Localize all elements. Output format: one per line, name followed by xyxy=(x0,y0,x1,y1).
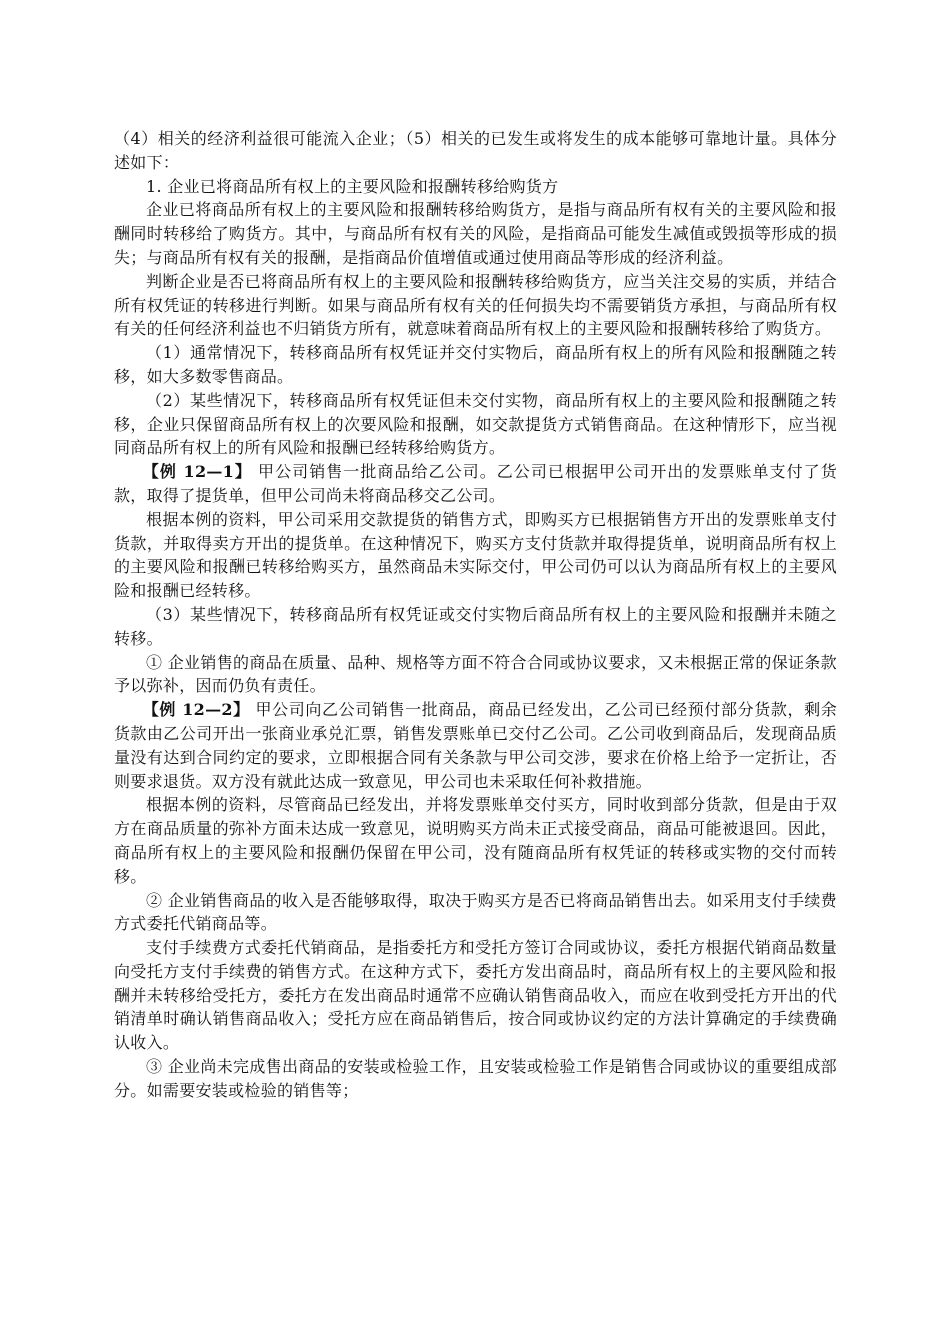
example-12-2 xyxy=(114,698,837,793)
paragraph-item-2: ② 企业销售商品的收入是否能够取得，取决于购买方是否已将商品销售出去。如采用支付手续费方式委托代销商品等。 xyxy=(114,890,837,934)
paragraph-example-1-analysis: 根据本例的资料，甲公司采用交款提货的销售方式，即购买方已根据销售方开出的发票账单支付货款，并取得卖方开出的提货单。在这种情况下，购买方支付货款并取得提货单，说明商品所有权上的主要风险和报酬已转移给购买方，虽然商品未实际交付，甲公司仍可以认为商品所有权上的主要风险和报酬已经转移。 xyxy=(114,509,837,601)
paragraph-risk-definition: 企业已将商品所有权上的主要风险和报酬转移给购货方，是指与商品所有权有关的主要风险和报酬同时转移给了购货方。其中，与商品所有权有关的风险，是指商品可能发生减值或毁损等形成的损失；与商品所有权有关的报酬，是指商品价值增值或通过使用商品等形成的经济利益。 xyxy=(114,200,837,267)
example-title: 【例 12—1】 xyxy=(142,462,252,482)
section-heading-1: 1. 企业已将商品所有权上的主要风险和报酬转移给购货方 xyxy=(146,176,559,196)
example-text: 甲公司销售一批商品给乙公司。乙公司已根据甲公司开出的发票账单支付了货款，取得了提货单，但甲公司尚未将商品移交乙公司。 xyxy=(114,462,837,505)
paragraph-case-1: （1）通常情况下，转移商品所有权凭证并交付实物后，商品所有权上的所有风险和报酬随之转移，如大多数零售商品。 xyxy=(114,343,837,386)
paragraph-item-1: ① 企业销售的商品在质量、品种、规格等方面不符合合同或协议要求，又未根据正常的保证条款予以弥补，因而仍负有责任。 xyxy=(114,652,837,696)
document-page xyxy=(114,127,837,1103)
example-12-1 xyxy=(114,460,837,508)
paragraph-example-2-analysis: 根据本例的资料，尽管商品已经发出，并将发票账单交付买方，同时收到部分货款，但是由于双方在商品质量的弥补方面未达成一致意见，说明购买方尚未正式接受商品，商品可能被退回。因此，商品所有权上的主要风险和报酬仍保留在甲公司，没有随商品所有权凭证的转移或实物的交付而转移。 xyxy=(114,795,837,886)
paragraph-conditions: （4）相关的经济利益很可能流入企业；（5）相关的已发生或将发生的成本能够可靠地计量。具体分述如下： xyxy=(114,129,837,172)
example-title: 【例 12—2】 xyxy=(142,700,250,720)
paragraph-case-2: （2）某些情况下，转移商品所有权凭证但未交付实物，商品所有权上的主要风险和报酬随之转移，企业只保留商品所有权上的次要风险和报酬，如交款提货方式销售商品。在这种情形下，应当视同商品所有权上的所有风险和报酬已经转移给购货方。 xyxy=(114,390,837,458)
paragraph-item-3: ③ 企业尚未完成售出商品的安装或检验工作，且安装或检验工作是销售合同或协议的重要组成部分。如需要安装或检验的销售等； xyxy=(114,1057,837,1100)
example-text: 甲公司向乙公司销售一批商品，商品已经发出，乙公司已经预付部分货款，剩余货款由乙公司开出一张商业承兑汇票，销售发票账单已交付乙公司。乙公司收到商品后，发现商品质量没有达到合同约定的要求，立即根据合同有关条款与甲公司交涉，要求在价格上给予一定折让，否则要求退货。双方没有就此达成一致意见，甲公司也未采取任何补救措施。 xyxy=(114,700,838,791)
paragraph-consignment: 支付手续费方式委托代销商品，是指委托方和受托方签订合同或协议，委托方根据代销商品数量向受托方支付手续费的销售方式。在这种方式下，委托方发出商品时，商品所有权上的主要风险和报酬并未转移给受托方，委托方在发出商品时通常不应确认销售商品收入，而应在收到受托方开出的代销清单时确认销售商品收入；受托方应在商品销售后，按合同或协议约定的方法计算确定的手续费确认收入。 xyxy=(114,938,837,1053)
paragraph-case-3: （3）某些情况下，转移商品所有权凭证或交付实物后商品所有权上的主要风险和报酬并未随之转移。 xyxy=(114,604,837,648)
paragraph-judgement: 判断企业是否已将商品所有权上的主要风险和报酬转移给购货方，应当关注交易的实质，并结合所有权凭证的转移进行判断。如果与商品所有权有关的任何损失均不需要销货方承担，与商品所有权有关的任何经济利益也不归销货方所有，就意味着商品所有权上的主要风险和报酬转移给了购货方。 xyxy=(114,271,837,339)
